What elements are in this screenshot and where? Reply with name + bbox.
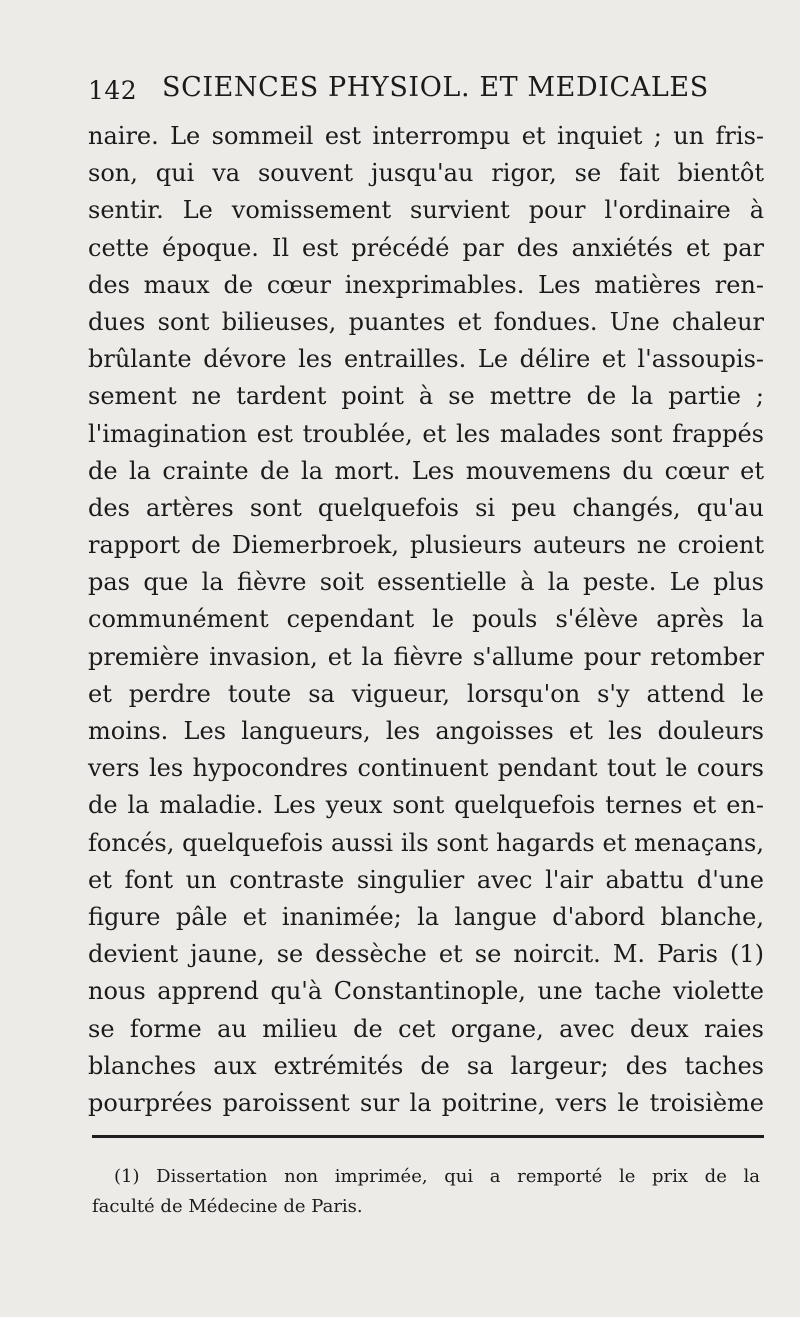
text-line: des artères sont quelquefois si peu changés, qu'au (88, 493, 764, 522)
text-line: nous apprend qu'à Constantinople, une tache violette (88, 977, 764, 1006)
running-head: SCIENCES PHYSIOL. ET MEDICALES (162, 72, 709, 103)
text-line: pourprées paroissent sur la poitrine, vers le troisième (88, 1088, 764, 1117)
text-line: pas que la fièvre soit essentielle à la peste. Le plus (88, 568, 764, 597)
text-line: moins. Les langueurs, les angoisses et les douleurs (88, 717, 764, 745)
page-header (88, 72, 768, 112)
text-line: se forme au milieu de cet organe, avec deux raies (88, 1014, 764, 1043)
text-line: figure pâle et inanimée; la langue d'abord blanche, (88, 902, 764, 931)
text-line: première invasion, et la fièvre s'allume pour retomber (88, 642, 764, 671)
footnote-line: faculté de Médecine de Paris. (92, 1196, 363, 1217)
text-line: vers les hypocondres continuent pendant tout le cours (88, 754, 764, 783)
text-line: naire. Le sommeil est interrompu et inquiet ; un fris- (88, 122, 764, 150)
text-line: brûlante dévore les entrailles. Le délire et l'assoupis- (88, 345, 764, 374)
text-line: communément cependant le pouls s'élève après la (88, 605, 764, 634)
body-text (88, 118, 764, 1122)
text-line: foncés, quelquefois aussi ils sont hagards et menaçans, (88, 828, 764, 857)
text-line: dues sont bilieuses, puantes et fondues. Une chaleur (88, 307, 764, 336)
text-line: de la maladie. Les yeux sont quelquefois ternes et en- (88, 791, 764, 820)
text-line: devient jaune, se dessèche et se noircit. M. Paris (1) (88, 940, 764, 969)
text-line: et perdre toute sa vigueur, lorsqu'on s'y attend le (88, 679, 764, 708)
text-line: sement ne tardent point à se mettre de la partie ; (88, 382, 764, 411)
text-line: de la crainte de la mort. Les mouvemens du cœur et (88, 456, 764, 485)
page-number: 142 (88, 76, 138, 105)
text-line: cette époque. Il est précédé par des anxiétés et par (88, 233, 764, 262)
text-line: des maux de cœur inexprimables. Les matières ren- (88, 270, 764, 299)
footnote (92, 1162, 760, 1222)
text-line: sentir. Le vomissement survient pour l'ordinaire à (88, 196, 764, 225)
footnote-line: (1) Dissertation non imprimée, qui a remporté le prix de la (114, 1166, 760, 1187)
text-line: son, qui va souvent jusqu'au rigor, se fait bientôt (88, 159, 764, 188)
footnote-rule (92, 1135, 764, 1138)
text-line: l'imagination est troublée, et les malades sont frappés (88, 419, 764, 448)
text-line: rapport de Diemerbroek, plusieurs auteurs ne croient (88, 531, 764, 560)
text-line: et font un contraste singulier avec l'air abattu d'une (88, 865, 764, 894)
text-line: blanches aux extrémités de sa largeur; des taches (88, 1051, 764, 1080)
